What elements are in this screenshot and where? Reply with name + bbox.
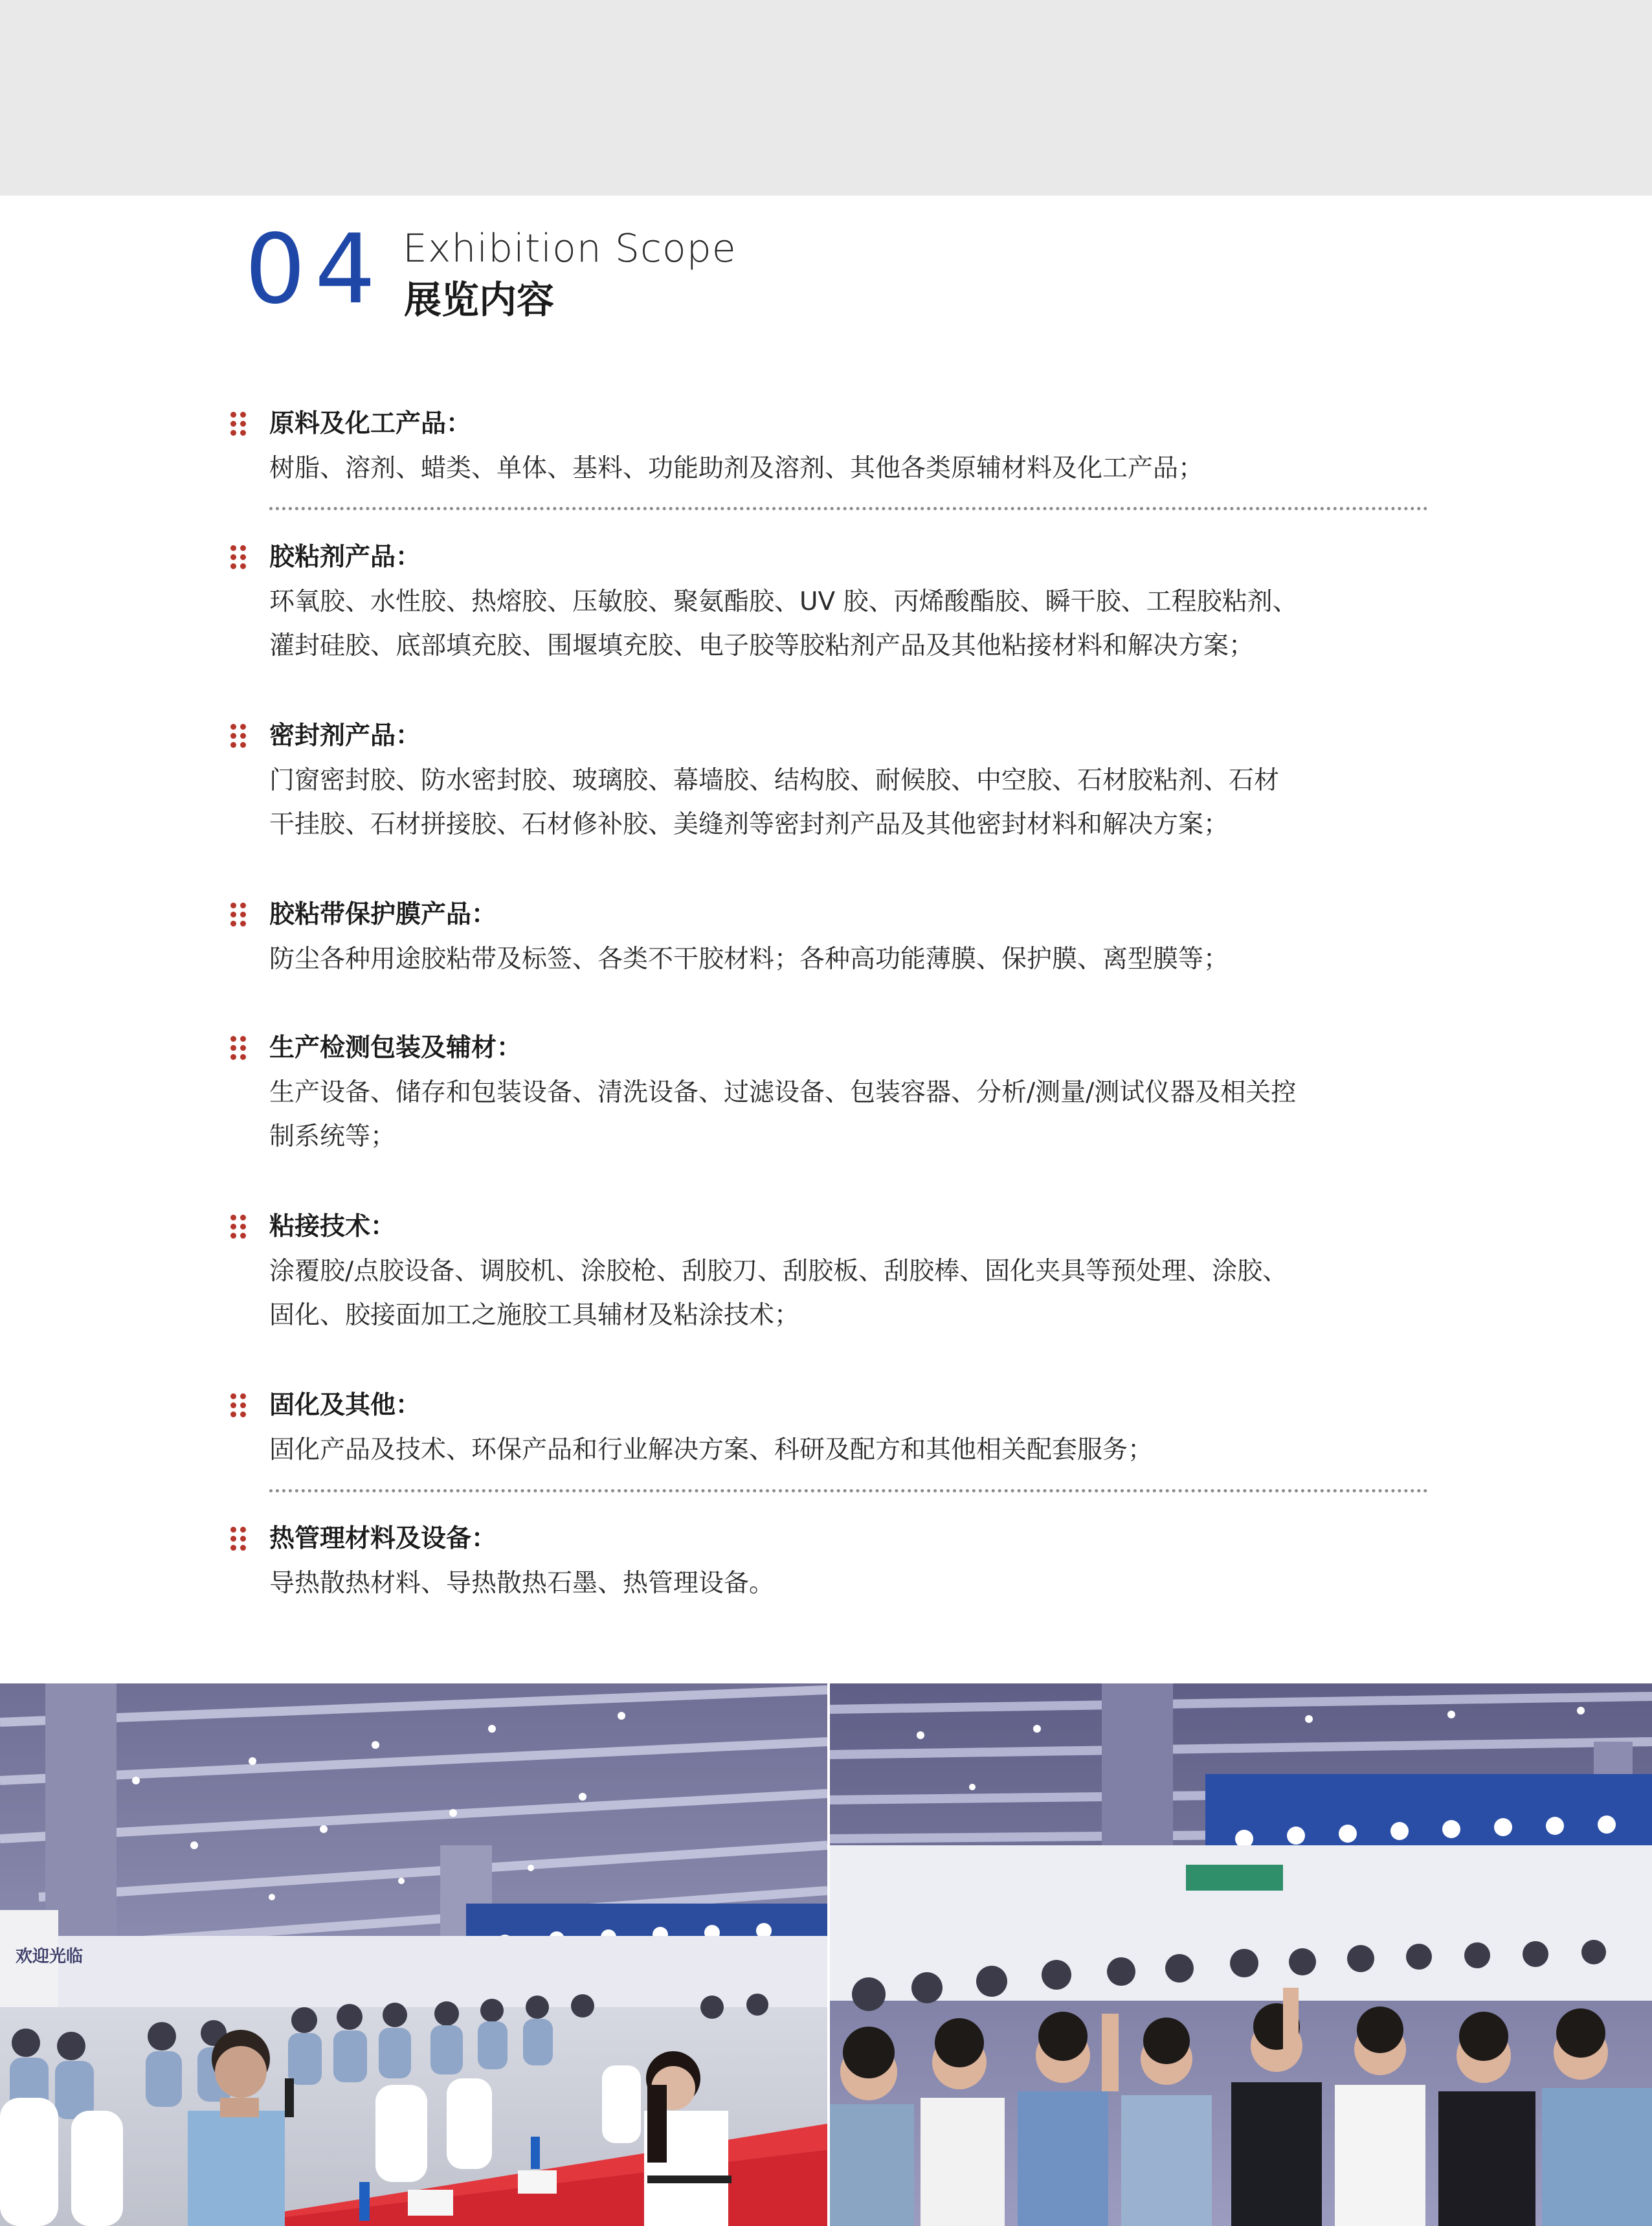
section-title-en: Exhibition Scope: [403, 226, 737, 271]
dotted-divider: [269, 1489, 1428, 1492]
bullet-dots-icon: [230, 1036, 247, 1061]
category-description: 生产设备、储存和包装设备、清洗设备、过滤设备、包装容器、分析/测量/测试仪器及相关控 制系统等；: [269, 1078, 1297, 1151]
category-title: 密封剂产品：: [269, 721, 421, 750]
category-title: 粘接技术：: [269, 1212, 396, 1241]
category-description: 门窗密封胶、防水密封胶、玻璃胶、幕墙胶、结构胶、耐候胶、中空胶、石材胶粘剂、石材 干挂胶、石材拼接胶、石材修补胶、美缝剂等密封剂产品及其他密封材料和解决方案；: [269, 766, 1280, 839]
category-title: 热管理材料及设备：: [269, 1524, 497, 1553]
bullet-dots-icon: [230, 1527, 247, 1551]
bullet-dots-icon: [230, 1215, 247, 1239]
category-title: 生产检测包装及辅材：: [269, 1033, 522, 1062]
audience-photo: [830, 1683, 1652, 2226]
category-description: 固化产品及技术、环保产品和行业解决方案、科研及配方和其他相关配套服务；: [269, 1435, 1154, 1465]
forum-speakers-photo: [0, 1683, 827, 2226]
section-number: 04: [245, 214, 385, 325]
category-title: 胶粘带保护膜产品：: [269, 900, 497, 929]
bullet-dots-icon: [230, 412, 247, 436]
category-title: 原料及化工产品：: [269, 409, 472, 438]
bullet-dots-icon: [230, 724, 247, 748]
category-description: 导热散热材料、导热散热石墨、热管理设备。: [269, 1569, 775, 1598]
category-title: 胶粘剂产品：: [269, 543, 421, 572]
bullet-dots-icon: [230, 545, 247, 570]
category-description: 树脂、溶剂、蜡类、单体、基料、功能助剂及溶剂、其他各类原辅材料及化工产品；: [269, 454, 1204, 483]
category-description: 涂覆胶/点胶设备、调胶机、涂胶枪、刮胶刀、刮胶板、刮胶棒、固化夹具等预处理、涂胶、 固化、胶接面加工之施胶工具辅材及粘涂技术；: [269, 1257, 1288, 1330]
bullet-dots-icon: [230, 903, 247, 927]
welcome-sign-text: 欢迎光临: [16, 1947, 84, 1966]
category-description: 环氧胶、水性胶、热熔胶、压敏胶、聚氨酯胶、UV 胶、丙烯酸酯胶、瞬干胶、工程胶粘剂、 灌封硅胶、底部填充胶、围堰填充胶、电子胶等胶粘剂产品及其他粘接材料和解决方案；: [269, 587, 1298, 660]
bullet-dots-icon: [230, 1393, 247, 1418]
top-header-band: [0, 0, 1652, 196]
category-title: 固化及其他：: [269, 1391, 421, 1420]
dotted-divider: [269, 507, 1428, 510]
section-title-cn: 展览内容: [404, 278, 555, 322]
category-description: 防尘各种用途胶粘带及标签、各类不干胶材料；各种高功能薄膜、保护膜、离型膜等；: [269, 945, 1229, 974]
